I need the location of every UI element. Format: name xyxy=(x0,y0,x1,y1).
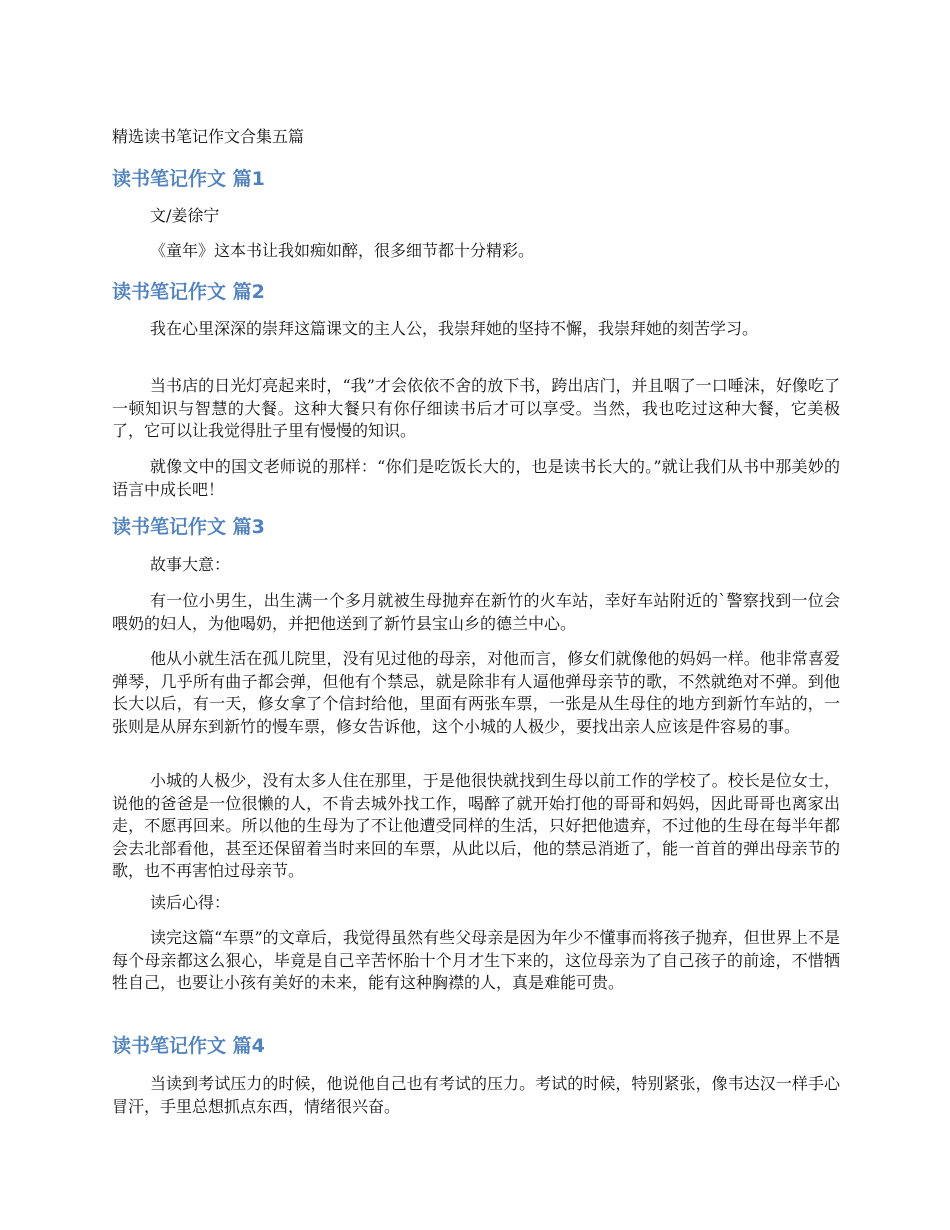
section-heading-1: 读书笔记作文 篇1 xyxy=(112,168,265,190)
section-heading-4: 读书笔记作文 篇4 xyxy=(112,1035,265,1057)
paragraph-byline: 文/姜徐宁 xyxy=(150,206,220,225)
paragraph: 当书店的日光灯亮起来时，“我”才会依依不舍的放下书，跨出店门，并且咽了一口唾沫，好像吃了一顿知识与智慧的大餐。这种大餐只有你仔细读书后才可以享受。当然，我也吃过这种大餐，它美极了，它可以让我觉得肚子里有慢慢的知识。 xyxy=(112,376,840,440)
paragraph: 读完这篇“车票”的文章后，我觉得虽然有些父母亲是因为年少不懂事而将孩子抛弃，但世界上不是每个母亲都这么狠心，毕竟是自己辛苦怀胎十个月才生下来的，这位母亲为了自己孩子的前途，不惜牺牲自己，也要让小孩有美好的未来，能有这种胸襟的人，真是难能可贵。 xyxy=(112,928,840,992)
document-title: 精选读书笔记作文合集五篇 xyxy=(112,127,305,146)
section-heading-3: 读书笔记作文 篇3 xyxy=(112,516,265,538)
paragraph-subheading: 故事大意： xyxy=(150,555,231,574)
section-heading-2: 读书笔记作文 篇2 xyxy=(112,281,265,303)
paragraph: 就像文中的国文老师说的那样：“你们是吃饭长大的，也是读书长大的。”就让我们从书中那美妙的语言中成长吧！ xyxy=(112,457,840,499)
paragraph-subheading: 读后心得： xyxy=(150,893,231,912)
paragraph: 当读到考试压力的时候，他说他自己也有考试的压力。考试的时候，特别紧张，像韦达汉一样手心冒汗，手里总想抓点东西，情绪很兴奋。 xyxy=(112,1074,840,1116)
paragraph: 小城的人极少，没有太多人住在那里，于是他很快就找到生母以前工作的学校了。校长是位女士，说他的爸爸是一位很懒的人，不肯去城外找工作，喝醉了就开始打他的哥哥和妈妈，因此哥哥也离家出走，不愿再回来。所以他的生母为了不让他遭受同样的生活，只好把他遗弃，不过他的生母在每半年都会去北部看他，甚至还保留着当时来回的车票，从此以后，他的禁忌消逝了，能一首首的弹出母亲节的歌，也不再害怕过母亲节。 xyxy=(112,771,840,880)
paragraph: 有一位小男生，出生满一个多月就被生母抛弃在新竹的火车站，幸好车站附近的`警察找到一位会喂奶的妇人，为他喝奶，并把他送到了新竹县宝山乡的德兰中心。 xyxy=(112,591,840,633)
paragraph: 他从小就生活在孤儿院里，没有见过他的母亲，对他而言，修女们就像他的妈妈一样。他非常喜爱弹琴，几乎所有曲子都会弹，但他有个禁忌，就是除非有人逼他弹母亲节的歌，不然就绝对不弹。到他长大以后，有一天，修女拿了个信封给他，里面有两张车票，一张是从生母住的地方到新竹车站的，一张则是从屏东到新竹的慢车票，修女告诉他，这个小城的人极少，要找出亲人应该是件容易的事。 xyxy=(112,649,840,736)
paragraph: 我在心里深深的崇拜这篇课文的主人公，我崇拜她的坚持不懈，我崇拜她的刻苦学习。 xyxy=(150,319,759,338)
paragraph: 《童年》这本书让我如痴如醉，很多细节都十分精彩。 xyxy=(150,241,535,260)
